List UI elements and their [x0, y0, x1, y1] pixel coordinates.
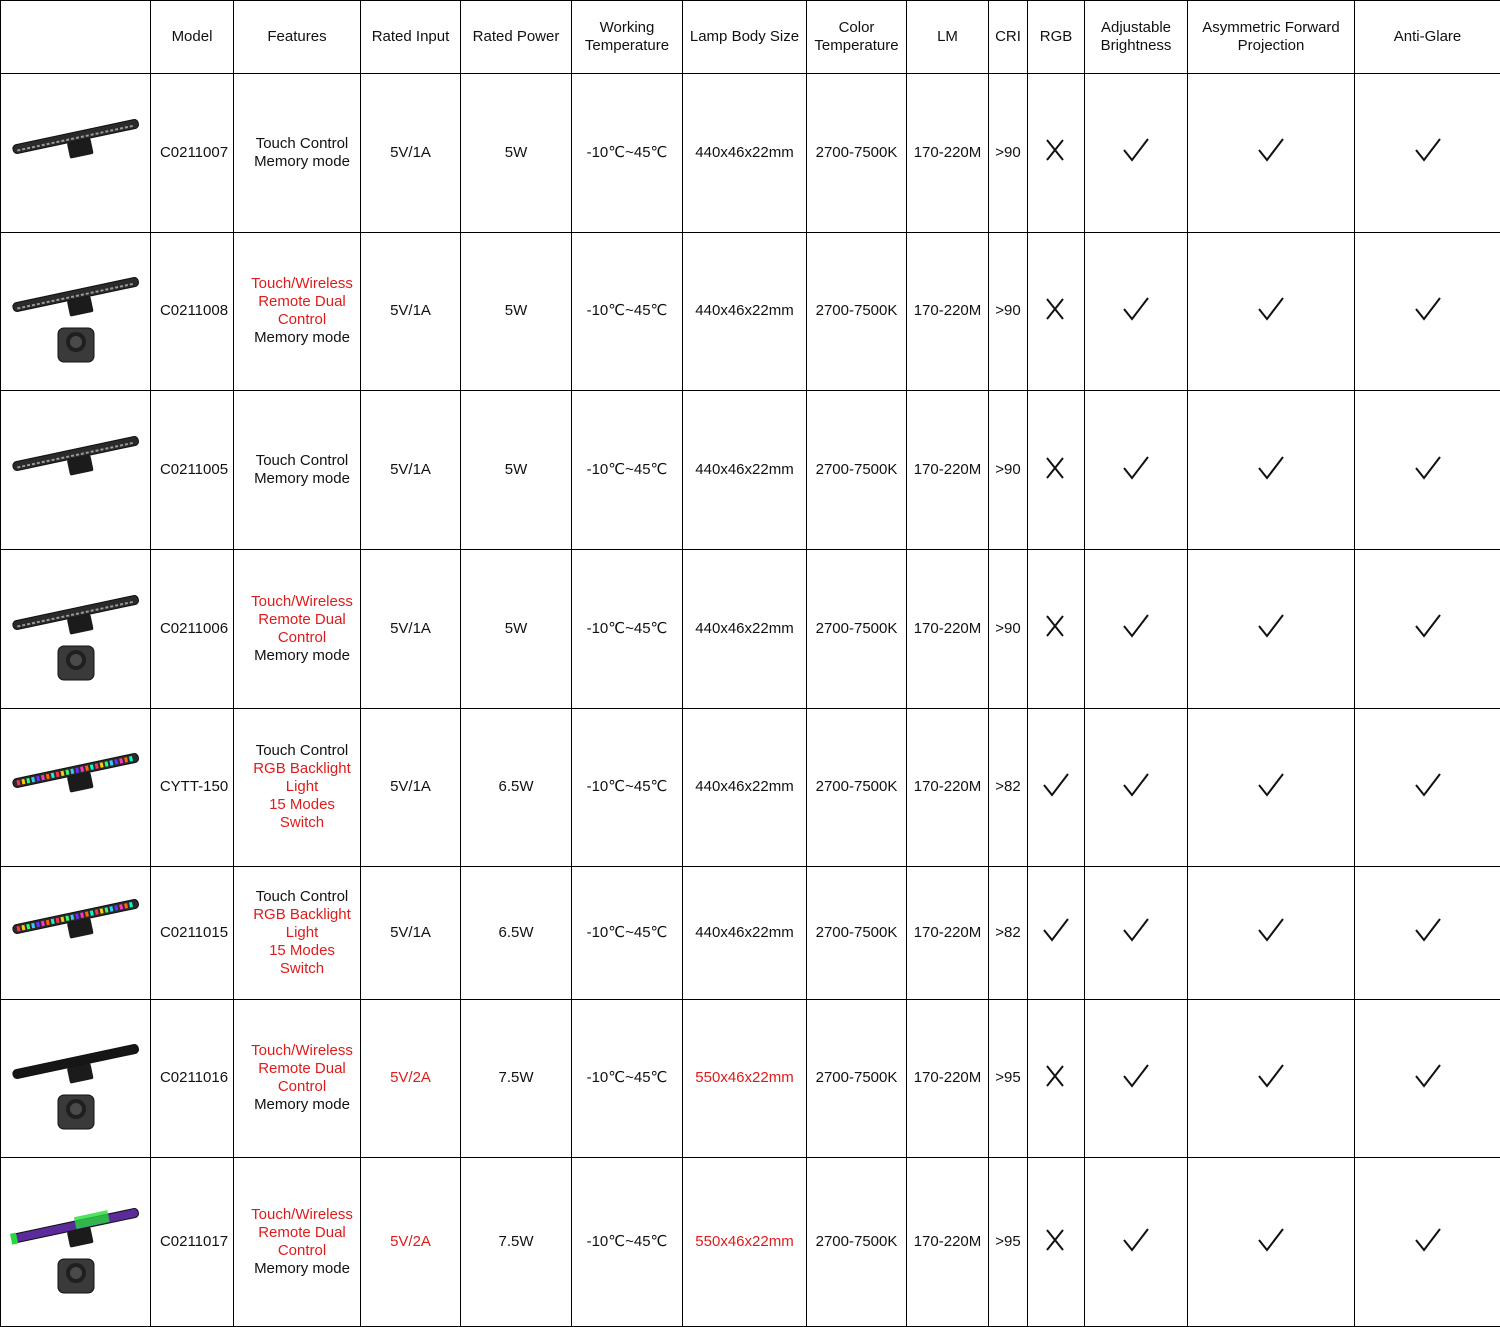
lamp-body-size-cell: 550x46x22mm	[683, 1158, 807, 1327]
checkmark-icon	[1121, 294, 1151, 324]
features-cell	[234, 74, 361, 233]
feature-line: Memory mode	[254, 329, 350, 347]
checkmark-icon	[1413, 1225, 1443, 1255]
table-body	[1, 74, 1500, 1327]
rated-power-cell: 5W	[461, 74, 572, 233]
header-asymmetric-line2: Projection	[1237, 37, 1305, 54]
color-temperature-cell: 2700-7500K	[807, 549, 907, 708]
checkmark-icon	[1121, 135, 1151, 165]
header-color-temperature	[807, 1, 907, 74]
checkmark-icon	[1121, 453, 1151, 483]
anti-glare-cell	[1355, 74, 1500, 233]
header-asymmetric-line1: Asymmetric Forward	[1202, 19, 1340, 36]
header-features: Features	[234, 1, 361, 74]
features-cell	[234, 549, 361, 708]
feature-line: Memory mode	[254, 1096, 350, 1114]
asymmetric-projection-cell	[1188, 708, 1355, 867]
adjustable-brightness-cell	[1085, 549, 1188, 708]
lm-cell: 170-220M	[907, 232, 989, 391]
features-cell	[234, 999, 361, 1158]
table-row	[1, 1158, 1500, 1327]
model-cell: C0211016	[151, 999, 234, 1158]
header-row	[1, 1, 1500, 74]
adjustable-brightness-cell	[1085, 708, 1188, 867]
feature-line: Control	[277, 1078, 327, 1096]
product-image-cell	[1, 1158, 151, 1327]
product-image-lamp-bar-black-with-remote	[6, 1023, 146, 1133]
rgb-cell	[1028, 1158, 1085, 1327]
model-cell: C0211005	[151, 391, 234, 550]
product-image-cell	[1, 232, 151, 391]
feature-line: Remote Dual	[258, 293, 346, 311]
model-cell: C0211006	[151, 549, 234, 708]
checkmark-icon	[1413, 1061, 1443, 1091]
checkmark-icon	[1413, 453, 1443, 483]
cross-icon	[1041, 135, 1071, 165]
header-anti-glare: Anti-Glare	[1355, 1, 1500, 74]
model-cell: C0211007	[151, 74, 234, 233]
lm-cell: 170-220M	[907, 999, 989, 1158]
rgb-cell	[1028, 708, 1085, 867]
lamp-body-size-cell: 440x46x22mm	[683, 867, 807, 1000]
checkmark-icon	[1121, 611, 1151, 641]
color-temperature-cell: 2700-7500K	[807, 391, 907, 550]
rated-power-cell: 5W	[461, 232, 572, 391]
rated-power-cell: 7.5W	[461, 1158, 572, 1327]
feature-line: Remote Dual	[258, 1224, 346, 1242]
rated-power-cell: 6.5W	[461, 708, 572, 867]
lamp-body-size-cell: 440x46x22mm	[683, 74, 807, 233]
cross-icon	[1041, 1225, 1071, 1255]
product-image-lamp-bar-with-remote	[6, 256, 146, 366]
asymmetric-projection-cell	[1188, 74, 1355, 233]
asymmetric-projection-cell	[1188, 232, 1355, 391]
rated-input-cell: 5V/1A	[361, 232, 461, 391]
rated-input-cell: 5V/2A	[361, 1158, 461, 1327]
adjustable-brightness-cell	[1085, 232, 1188, 391]
header-working-temperature-line1: Working	[599, 19, 655, 36]
cri-cell: >90	[989, 232, 1028, 391]
features-cell	[234, 391, 361, 550]
asymmetric-projection-cell	[1188, 1158, 1355, 1327]
checkmark-icon	[1041, 915, 1071, 945]
adjustable-brightness-cell	[1085, 74, 1188, 233]
rated-power-cell: 7.5W	[461, 999, 572, 1158]
checkmark-icon	[1256, 294, 1286, 324]
lamp-body-size-cell: 440x46x22mm	[683, 232, 807, 391]
lm-cell: 170-220M	[907, 867, 989, 1000]
checkmark-icon	[1256, 1061, 1286, 1091]
rated-input-cell: 5V/2A	[361, 999, 461, 1158]
feature-line: Touch Control	[255, 452, 349, 470]
product-image-cell	[1, 549, 151, 708]
lamp-body-size-cell: 440x46x22mm	[683, 708, 807, 867]
anti-glare-cell	[1355, 391, 1500, 550]
feature-line: Touch/Wireless	[251, 275, 353, 293]
table-row	[1, 232, 1500, 391]
feature-line: RGB Backlight	[253, 905, 351, 923]
working-temperature-cell: -10℃~45℃	[572, 391, 683, 550]
product-image-lamp-bar-rgb	[6, 878, 146, 988]
checkmark-icon	[1121, 1225, 1151, 1255]
checkmark-icon	[1256, 453, 1286, 483]
header-image	[1, 1, 151, 74]
feature-line: Light	[285, 923, 319, 941]
product-image-lamp-bar-with-remote	[6, 574, 146, 684]
anti-glare-cell	[1355, 1158, 1500, 1327]
rgb-cell	[1028, 232, 1085, 391]
features-cell	[234, 708, 361, 867]
table-row	[1, 708, 1500, 867]
color-temperature-cell: 2700-7500K	[807, 232, 907, 391]
adjustable-brightness-cell	[1085, 1158, 1188, 1327]
product-image-lamp-bar-clip	[6, 415, 146, 525]
table-row	[1, 999, 1500, 1158]
feature-line: Touch Control	[255, 134, 349, 152]
model-cell: C0211008	[151, 232, 234, 391]
feature-line: Control	[277, 311, 327, 329]
feature-line: Remote Dual	[258, 610, 346, 628]
cross-icon	[1041, 453, 1071, 483]
asymmetric-projection-cell	[1188, 999, 1355, 1158]
checkmark-icon	[1413, 135, 1443, 165]
working-temperature-cell: -10℃~45℃	[572, 549, 683, 708]
checkmark-icon	[1121, 915, 1151, 945]
asymmetric-projection-cell	[1188, 391, 1355, 550]
feature-line: Switch	[279, 814, 325, 832]
lm-cell: 170-220M	[907, 1158, 989, 1327]
feature-line: Remote Dual	[258, 1060, 346, 1078]
model-cell: C0211015	[151, 867, 234, 1000]
checkmark-icon	[1256, 1225, 1286, 1255]
working-temperature-cell: -10℃~45℃	[572, 232, 683, 391]
adjustable-brightness-cell	[1085, 999, 1188, 1158]
lm-cell: 170-220M	[907, 549, 989, 708]
color-temperature-cell: 2700-7500K	[807, 999, 907, 1158]
product-image-lamp-bar-rgb	[6, 732, 146, 842]
lm-cell: 170-220M	[907, 74, 989, 233]
feature-line: Touch/Wireless	[251, 1042, 353, 1060]
cross-icon	[1041, 1061, 1071, 1091]
header-working-temperature	[572, 1, 683, 74]
lamp-body-size-cell: 440x46x22mm	[683, 549, 807, 708]
product-image-lamp-bar-purple-with-remote	[6, 1187, 146, 1297]
feature-line: Memory mode	[254, 152, 350, 170]
color-temperature-cell: 2700-7500K	[807, 74, 907, 233]
rgb-cell	[1028, 867, 1085, 1000]
cri-cell: >90	[989, 549, 1028, 708]
cross-icon	[1041, 294, 1071, 324]
header-color-temperature-line1: Color	[838, 19, 875, 36]
feature-line: 15 Modes	[269, 941, 335, 959]
feature-line: Touch Control	[255, 742, 349, 760]
header-working-temperature-line2: Temperature	[584, 37, 670, 54]
product-image-cell	[1, 708, 151, 867]
product-image-cell	[1, 867, 151, 1000]
header-adjustable-line2: Brightness	[1100, 37, 1172, 54]
cri-cell: >95	[989, 1158, 1028, 1327]
feature-line: Control	[277, 1242, 327, 1260]
feature-line: Light	[285, 778, 319, 796]
table-row	[1, 549, 1500, 708]
header-color-temperature-line2: Temperature	[814, 37, 899, 54]
checkmark-icon	[1413, 294, 1443, 324]
working-temperature-cell: -10℃~45℃	[572, 1158, 683, 1327]
feature-line: Switch	[279, 959, 325, 977]
rated-power-cell: 6.5W	[461, 867, 572, 1000]
rated-input-cell: 5V/1A	[361, 391, 461, 550]
checkmark-icon	[1256, 770, 1286, 800]
features-cell	[234, 232, 361, 391]
header-adjustable-brightness	[1085, 1, 1188, 74]
feature-line: RGB Backlight	[253, 760, 351, 778]
asymmetric-projection-cell	[1188, 867, 1355, 1000]
rgb-cell	[1028, 391, 1085, 550]
working-temperature-cell: -10℃~45℃	[572, 867, 683, 1000]
cri-cell: >82	[989, 867, 1028, 1000]
rgb-cell	[1028, 74, 1085, 233]
model-cell: C0211017	[151, 1158, 234, 1327]
asymmetric-projection-cell	[1188, 549, 1355, 708]
checkmark-icon	[1256, 611, 1286, 641]
table-row	[1, 391, 1500, 550]
color-temperature-cell: 2700-7500K	[807, 708, 907, 867]
feature-line: 15 Modes	[269, 796, 335, 814]
table-row	[1, 867, 1500, 1000]
anti-glare-cell	[1355, 999, 1500, 1158]
checkmark-icon	[1041, 770, 1071, 800]
cri-cell: >95	[989, 999, 1028, 1158]
product-image-cell	[1, 74, 151, 233]
working-temperature-cell: -10℃~45℃	[572, 999, 683, 1158]
lm-cell: 170-220M	[907, 708, 989, 867]
feature-line: Control	[277, 628, 327, 646]
product-image-cell	[1, 391, 151, 550]
lamp-body-size-cell: 440x46x22mm	[683, 391, 807, 550]
header-adjustable-line1: Adjustable	[1100, 19, 1172, 36]
anti-glare-cell	[1355, 549, 1500, 708]
color-temperature-cell: 2700-7500K	[807, 1158, 907, 1327]
header-lm: LM	[907, 1, 989, 74]
header-rated-power: Rated Power	[461, 1, 572, 74]
checkmark-icon	[1413, 915, 1443, 945]
working-temperature-cell: -10℃~45℃	[572, 708, 683, 867]
rated-input-cell: 5V/1A	[361, 74, 461, 233]
rgb-cell	[1028, 549, 1085, 708]
cri-cell: >90	[989, 391, 1028, 550]
checkmark-icon	[1256, 135, 1286, 165]
feature-line: Touch Control	[255, 887, 349, 905]
feature-line: Touch/Wireless	[251, 1206, 353, 1224]
cri-cell: >82	[989, 708, 1028, 867]
lamp-body-size-cell: 550x46x22mm	[683, 999, 807, 1158]
rgb-cell	[1028, 999, 1085, 1158]
checkmark-icon	[1413, 611, 1443, 641]
rated-power-cell: 5W	[461, 391, 572, 550]
product-image-lamp-bar-clip	[6, 98, 146, 208]
checkmark-icon	[1256, 915, 1286, 945]
working-temperature-cell: -10℃~45℃	[572, 74, 683, 233]
anti-glare-cell	[1355, 708, 1500, 867]
cross-icon	[1041, 611, 1071, 641]
feature-line: Memory mode	[254, 1260, 350, 1278]
cri-cell: >90	[989, 74, 1028, 233]
header-asymmetric-projection	[1188, 1, 1355, 74]
anti-glare-cell	[1355, 232, 1500, 391]
adjustable-brightness-cell	[1085, 391, 1188, 550]
product-image-cell	[1, 999, 151, 1158]
table-row	[1, 74, 1500, 233]
header-rgb: RGB	[1028, 1, 1085, 74]
lm-cell: 170-220M	[907, 391, 989, 550]
rated-input-cell: 5V/1A	[361, 549, 461, 708]
header-cri: CRI	[989, 1, 1028, 74]
features-cell	[234, 867, 361, 1000]
header-lamp-body-size: Lamp Body Size	[683, 1, 807, 74]
color-temperature-cell: 2700-7500K	[807, 867, 907, 1000]
adjustable-brightness-cell	[1085, 867, 1188, 1000]
rated-input-cell: 5V/1A	[361, 708, 461, 867]
features-cell	[234, 1158, 361, 1327]
header-rated-input: Rated Input	[361, 1, 461, 74]
feature-line: Touch/Wireless	[251, 592, 353, 610]
feature-line: Memory mode	[254, 470, 350, 488]
rated-power-cell: 5W	[461, 549, 572, 708]
model-cell: CYTT-150	[151, 708, 234, 867]
checkmark-icon	[1413, 770, 1443, 800]
checkmark-icon	[1121, 1061, 1151, 1091]
feature-line: Memory mode	[254, 646, 350, 664]
checkmark-icon	[1121, 770, 1151, 800]
anti-glare-cell	[1355, 867, 1500, 1000]
rated-input-cell: 5V/1A	[361, 867, 461, 1000]
header-model: Model	[151, 1, 234, 74]
